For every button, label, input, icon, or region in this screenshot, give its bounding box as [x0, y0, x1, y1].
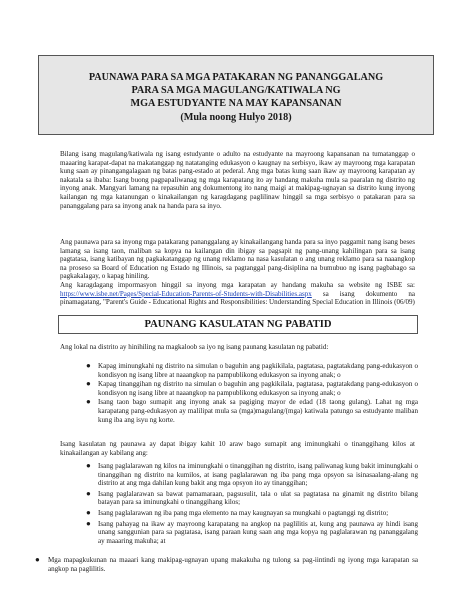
list-item	[86, 518, 418, 546]
title-box	[38, 55, 434, 135]
list-item	[86, 379, 418, 397]
list-item-text: Isang paglalarawan sa bawat pamamaraan, pagsusulit, tala o ulat sa pagtatasa na ginamit ng distrito bilang batayan para sa iminungkahi o tinanggihang kilos;	[98, 489, 418, 507]
title-line-1: PAUNAWA PARA SA MGA PATAKARAN NG PANANGGALANG	[88, 72, 384, 83]
intro-paragraph-3-text: Ang karagdagang impormasyon hinggil sa inyong mga karapatan ay handang makuha sa website ng ISBE sa:	[60, 281, 415, 289]
bullet-icon: ●	[86, 518, 91, 528]
bullet-icon: ●	[86, 507, 91, 517]
list-item	[86, 488, 418, 507]
intro-paragraph-3-tail: sa isang dokumento na pinamagatang, "Parent's Guide - Educational Rights and Responsibilities: Understanding Special Education in Illinois (06/09)	[60, 289, 415, 307]
bullet-icon: ●	[35, 555, 40, 564]
intro-paragraph-1: Bilang isang magulang/katiwala ng isang estudyante o adulto na estudyante na mayroong kapansanan na tumatanggap o maaaring karapat-dapat na makatanggap ng natatanging edukasyon o kaugnay na serbisyo, ikaw ay mayroong mga karapatan kung saan ay pinangangalagaan ng batas pang-estado at pederal. Ang mga batas kung saan ikaw ay mayroong karapatan ay nakatala sa ibaba: Isang buong pagpapaliwanag ng mga karapatang ito ay handang makuha mula sa paaralan ng distrito ng inyong anak. Mangyari lamang na repasuhin ang dokumentong ito nang maigi at makipag-ugnayan sa distrito kung inyong kailangan ng mga katanungan o kinakailangan ng karagdagang paglilinaw hinggil sa mga serbisyo o patakaran para sa pananggalang para sa inyong anak na handa para sa inyo.	[60, 150, 415, 210]
resources-list	[35, 555, 418, 573]
bullet-icon: ●	[86, 397, 91, 407]
isbe-website-link[interactable]: https://www.isbe.net/Pages/Special-Education-Parents-of-Students-with-Disabilities.aspx	[60, 289, 312, 298]
list-item-text: Mga mapagkukunan na maaari kang makipag-ugnayan upang makakuha ng tulong sa pag-iintindi ng iyong mga karapatan sa angkop na paglilitis.	[48, 556, 418, 573]
section-lead: Ang lokal na distrito ay hinihiling na magkaloob sa iyo ng isang paunang kasulatan ng pabatid:	[60, 343, 329, 351]
list-item	[86, 507, 418, 518]
list-item-text: Isang paglalarawan ng iba pang mga elemento na may kaugnayan sa mungkahi o pagtanggi ng distrito;	[98, 508, 389, 517]
title-line-2: PARA SA MGA MAGULANG/KATIWALA NG	[131, 85, 341, 97]
list-item-text: Kapag iminungkahi ng distrito na simulan o baguhin ang pagkikilala, pagtatasa, pagtatakdang pang-edukasyon o kondisyon ng isang libre at naaangkop na pampublikong edukasyon sa inyong anak; o	[98, 362, 418, 379]
section-lead-2: Isang kasulatan ng paunawa ay dapat ibigay kahit 10 araw bago sumapit ang iminungkahi o tinanggihang kilos at kinakailangan ay kabilang ang:	[60, 440, 415, 457]
list-item	[86, 361, 418, 379]
bullet-icon: ●	[86, 361, 91, 370]
list-item	[86, 461, 418, 488]
bullet-icon: ●	[86, 488, 91, 498]
intro-paragraph-2: Ang paunawa para sa inyong mga patakarang pananggalang ay kinakailangang handa para sa inyo paggamit nang isang beses lamang sa isang taon, maliban sa kopya na kailangan din ibigay sa pagsapit ng pang-unang kahilingan para sa isang pagtatasa, isang katibayan ng pagkakatanggap ng unang reklamo na nasa kasulatan o ang unang reklamo para sa naaangkop na proseso sa Board of Education ng Estado ng Illinois, sa pagtanggal pang-disiplina na bumubuo ng isang pagbabago sa pagkakalagay, o kapag hiniling.	[60, 238, 415, 281]
title-line-4: (Mula noong Hulyo 2018)	[180, 111, 292, 123]
title-line-3: MGA ESTUDYANTE NA MAY KAPANSANAN	[130, 98, 342, 110]
notice-contents-list	[86, 461, 418, 545]
list-item-text: Isang paglalarawan ng kilos na iminungkahi o tinanggihan ng distrito, isang paliwanag kung bakit iminungkahi o tinanggihan ng distrito na kumilos, at isang paglalarawan ng iba pang mga opsyon sa isinasaalang-alang ng distrito at ang mga dahilan kung bakit ang mga opsyon ito ay tinanggihan;	[98, 462, 418, 488]
bullet-icon: ●	[86, 379, 91, 389]
notice-triggers-list	[86, 361, 418, 424]
bullet-icon: ●	[86, 461, 91, 470]
list-item-text: Kapag tinanggihan ng distrito na simulan o baguhin ang pagkikilala, pagtatasa, pagtatakdang pang-edukasyon o kondisyon ng isang libre at naaangkop na pampublikong edukasyon sa inyong anak; o	[98, 380, 418, 397]
intro-paragraph-3	[60, 281, 415, 307]
section-heading: PAUNANG KASULATAN NG PABATID	[58, 315, 418, 334]
list-item-text: Isang taon bago sumapit ang inyong anak sa pagiging mayor de edad (18 taong gulang). Lahat ng mga karapatang pang-edukasyon ay malilipat mula sa (mga)magulang/(mga) katiwala patungo sa estudyante maliban kung iba ang isyu ng korte.	[98, 398, 418, 424]
list-item-text: Isang pahayag na ikaw ay mayroong karapatang na angkop na paglilitis at, kung ang paunawa ay hindi isang unang sanggunian para sa pagtatasa, isang paraan kung saan ang mga kopya ng paglalarawan ng pananggalang ay maaaring makuha; at	[98, 519, 418, 545]
list-item	[35, 555, 418, 573]
list-item	[86, 397, 418, 424]
